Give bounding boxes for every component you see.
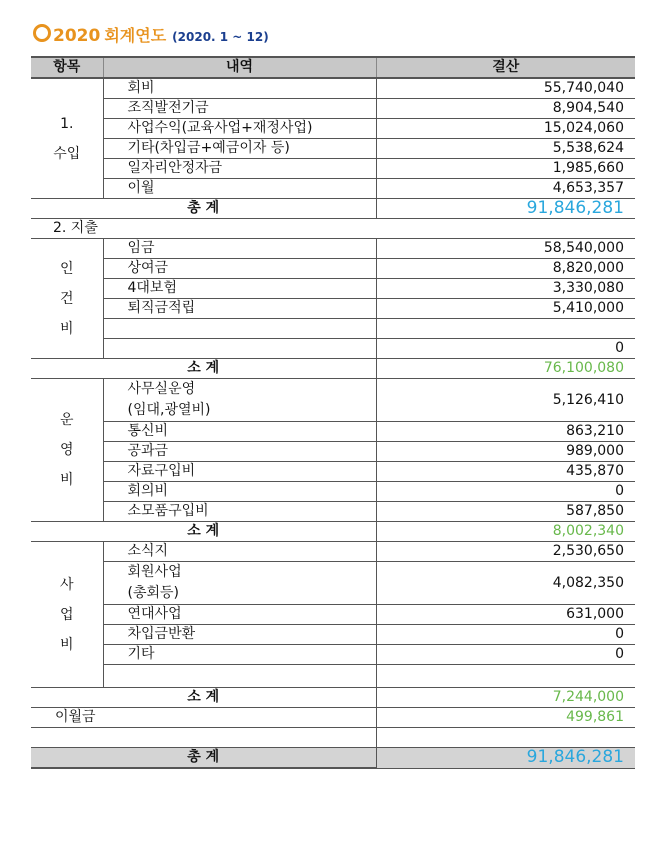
table-row bbox=[31, 379, 635, 422]
item-label: 자료구입비 bbox=[103, 462, 376, 482]
item-label: 회비 bbox=[103, 78, 376, 99]
item-amount bbox=[376, 665, 635, 688]
table-row bbox=[31, 159, 635, 179]
item-amount: 3,330,080 bbox=[376, 279, 635, 299]
table-row bbox=[31, 299, 635, 319]
table-row bbox=[31, 279, 635, 299]
personnel-subtotal-row bbox=[31, 359, 635, 379]
settlement-table bbox=[31, 56, 635, 769]
item-label: 조직발전기금 bbox=[103, 99, 376, 119]
table-row bbox=[31, 119, 635, 139]
operating-subtotal-amount: 8,002,340 bbox=[376, 522, 635, 542]
item-label-line1: 회원사업 bbox=[127, 564, 182, 580]
item-label: 퇴직금적립 bbox=[103, 299, 376, 319]
expense-label: 2. 지출 bbox=[31, 219, 635, 239]
item-label: 차입금반환 bbox=[103, 625, 376, 645]
subtotal-label: 소 계 bbox=[31, 359, 376, 379]
item-label: 연대사업 bbox=[103, 605, 376, 625]
table-row bbox=[31, 179, 635, 199]
item-amount: 0 bbox=[376, 482, 635, 502]
table-row bbox=[31, 442, 635, 462]
item-amount: 1,985,660 bbox=[376, 159, 635, 179]
table-row bbox=[31, 339, 635, 359]
item-label bbox=[103, 665, 376, 688]
business-char2: 업 bbox=[59, 606, 74, 623]
title-period: (2020. 1 ~ 12) bbox=[172, 30, 269, 44]
item-label-line1: 사무실운영 bbox=[127, 381, 196, 397]
item-amount: 5,410,000 bbox=[376, 299, 635, 319]
total-label: 총 계 bbox=[31, 199, 376, 219]
personnel-char2: 건 bbox=[59, 290, 74, 307]
item-amount: 435,870 bbox=[376, 462, 635, 482]
item-amount: 0 bbox=[376, 339, 635, 359]
item-amount: 587,850 bbox=[376, 502, 635, 522]
item-label: 소모품구입비 bbox=[103, 502, 376, 522]
carryover-row bbox=[31, 708, 635, 728]
table-row bbox=[31, 99, 635, 119]
item-label: 소식지 bbox=[103, 542, 376, 562]
table-row bbox=[31, 259, 635, 279]
header-result: 결산 bbox=[376, 57, 635, 78]
grand-total-amount: 91,846,281 bbox=[376, 748, 635, 769]
item-amount: 5,126,410 bbox=[376, 379, 635, 422]
item-amount: 5,538,624 bbox=[376, 139, 635, 159]
table-row bbox=[31, 542, 635, 562]
item-amount: 4,082,350 bbox=[376, 562, 635, 605]
item-amount: 8,904,540 bbox=[376, 99, 635, 119]
item-label bbox=[103, 339, 376, 359]
business-char1: 사 bbox=[59, 576, 74, 593]
item-label bbox=[103, 379, 376, 422]
item-amount: 2,530,650 bbox=[376, 542, 635, 562]
item-amount: 58,540,000 bbox=[376, 239, 635, 259]
circle-bullet-icon bbox=[33, 24, 51, 42]
expense-section-row bbox=[31, 219, 635, 239]
personnel-subtotal-amount: 76,100,080 bbox=[376, 359, 635, 379]
subtotal-label: 소 계 bbox=[31, 522, 376, 542]
item-label: 임금 bbox=[103, 239, 376, 259]
personnel-char1: 인 bbox=[59, 260, 74, 277]
item-label: 상여금 bbox=[103, 259, 376, 279]
title-main: 회계연도 bbox=[104, 26, 167, 45]
item-amount: 8,820,000 bbox=[376, 259, 635, 279]
table-row bbox=[31, 482, 635, 502]
item-amount: 55,740,040 bbox=[376, 78, 635, 99]
income-group-line2: 수입 bbox=[53, 145, 81, 162]
personnel-char3: 비 bbox=[59, 320, 74, 337]
table-row bbox=[31, 645, 635, 665]
income-group-label bbox=[31, 78, 103, 199]
document-title bbox=[33, 23, 269, 45]
item-label bbox=[103, 319, 376, 339]
header-detail: 내역 bbox=[103, 57, 376, 78]
operating-group-label bbox=[31, 379, 103, 522]
item-label-line2: (임대,광열비) bbox=[127, 402, 211, 418]
table-row bbox=[31, 319, 635, 339]
table-row bbox=[31, 239, 635, 259]
item-label-line2: (총회등) bbox=[127, 585, 179, 601]
table-row bbox=[31, 139, 635, 159]
title-year: 2020 bbox=[53, 26, 101, 46]
blank-cell bbox=[31, 728, 376, 748]
business-group-label bbox=[31, 542, 103, 688]
grand-total-row bbox=[31, 748, 635, 769]
personnel-group-label bbox=[31, 239, 103, 359]
business-subtotal-row bbox=[31, 688, 635, 708]
blank-row bbox=[31, 728, 635, 748]
operating-char3: 비 bbox=[59, 472, 74, 488]
table-row bbox=[31, 422, 635, 442]
grand-total-label: 총 계 bbox=[31, 748, 376, 769]
item-label: 이월 bbox=[103, 179, 376, 199]
operating-char1: 운 bbox=[59, 412, 74, 428]
item-label: 일자리안정자금 bbox=[103, 159, 376, 179]
table-row bbox=[31, 625, 635, 645]
item-amount: 631,000 bbox=[376, 605, 635, 625]
item-amount: 989,000 bbox=[376, 442, 635, 462]
table-row bbox=[31, 665, 635, 688]
subtotal-label: 소 계 bbox=[31, 688, 376, 708]
carryover-label: 이월금 bbox=[31, 708, 376, 728]
table-row bbox=[31, 605, 635, 625]
operating-char2: 영 bbox=[59, 442, 74, 458]
table-row bbox=[31, 562, 635, 605]
item-amount: 4,653,357 bbox=[376, 179, 635, 199]
item-amount: 0 bbox=[376, 625, 635, 645]
table-header bbox=[31, 57, 635, 78]
item-amount bbox=[376, 319, 635, 339]
blank-cell bbox=[376, 728, 635, 748]
item-label: 회의비 bbox=[103, 482, 376, 502]
business-char3: 비 bbox=[59, 636, 74, 653]
business-subtotal-amount: 7,244,000 bbox=[376, 688, 635, 708]
item-label: 기타(차입금+예금이자 등) bbox=[103, 139, 376, 159]
table-row bbox=[31, 502, 635, 522]
income-total-amount: 91,846,281 bbox=[376, 199, 635, 219]
income-total-row bbox=[31, 199, 635, 219]
item-label: 기타 bbox=[103, 645, 376, 665]
header-item: 항목 bbox=[31, 57, 103, 78]
item-amount: 0 bbox=[376, 645, 635, 665]
table-row bbox=[31, 462, 635, 482]
item-label: 4대보험 bbox=[103, 279, 376, 299]
carryover-amount: 499,861 bbox=[376, 708, 635, 728]
item-label: 사업수익(교육사업+재정사업) bbox=[103, 119, 376, 139]
item-label: 통신비 bbox=[103, 422, 376, 442]
operating-subtotal-row bbox=[31, 522, 635, 542]
item-label: 공과금 bbox=[103, 442, 376, 462]
table-row bbox=[31, 78, 635, 99]
item-label bbox=[103, 562, 376, 605]
item-amount: 863,210 bbox=[376, 422, 635, 442]
item-amount: 15,024,060 bbox=[376, 119, 635, 139]
income-group-line1: 1. bbox=[60, 115, 74, 132]
